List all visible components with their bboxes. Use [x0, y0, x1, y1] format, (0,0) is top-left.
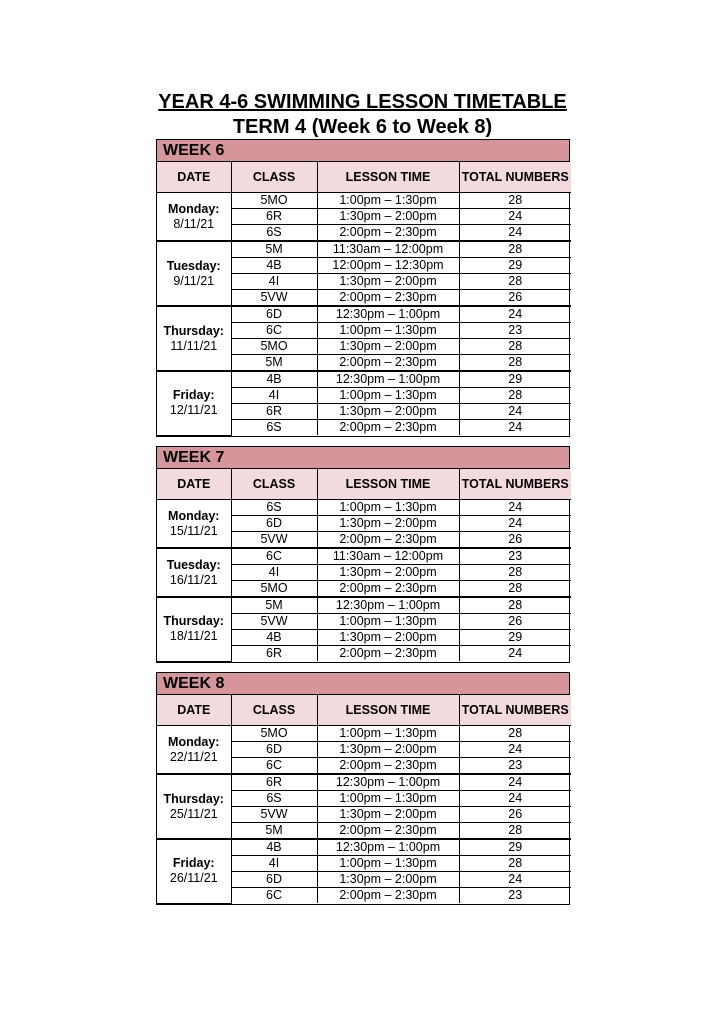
week-8-table: [156, 672, 570, 905]
lesson-time-cell: 2:00pm – 2:30pm: [317, 532, 459, 549]
lesson-time-cell: 1:00pm – 1:30pm: [317, 388, 459, 404]
lesson-time-cell: 1:00pm – 1:30pm: [317, 726, 459, 742]
table-row: [157, 241, 571, 258]
table-row: [157, 306, 571, 323]
header-row: [157, 695, 571, 726]
total-numbers-cell: 28: [459, 241, 571, 258]
lesson-table: [157, 695, 571, 904]
lesson-time-cell: 2:00pm – 2:30pm: [317, 646, 459, 662]
total-numbers-cell: 26: [459, 614, 571, 630]
class-cell: 6C: [231, 548, 317, 565]
class-cell: 5MO: [231, 339, 317, 355]
total-numbers-cell: 24: [459, 872, 571, 888]
week-7-table: [156, 446, 570, 663]
date-value: 11/11/21: [170, 338, 218, 353]
total-numbers-cell: 24: [459, 791, 571, 807]
day-label: Tuesday:: [166, 557, 221, 572]
lesson-time-cell: 1:00pm – 1:30pm: [317, 856, 459, 872]
total-numbers-cell: 28: [459, 193, 571, 209]
class-cell: 4I: [231, 274, 317, 290]
class-cell: 6D: [231, 516, 317, 532]
table-row: [157, 500, 571, 516]
lesson-time-cell: 2:00pm – 2:30pm: [317, 420, 459, 436]
lesson-time-cell: 2:00pm – 2:30pm: [317, 290, 459, 307]
lesson-time-cell: 2:00pm – 2:30pm: [317, 581, 459, 598]
total-numbers-cell: 24: [508, 646, 523, 660]
total-numbers-cell: 29: [459, 258, 571, 274]
date-value: 9/11/21: [173, 273, 215, 288]
day-label: Thursday:: [163, 323, 224, 338]
lesson-table: [157, 162, 571, 436]
lesson-time-cell: 1:00pm – 1:30pm: [317, 614, 459, 630]
day-label: Monday:: [168, 508, 220, 523]
total-numbers-cell: 28: [459, 355, 571, 372]
page-title: YEAR 4-6 SWIMMING LESSON TIMETABLE: [158, 91, 567, 113]
date-cell: [157, 241, 231, 306]
class-cell: 4B: [231, 839, 317, 856]
table-row: [157, 726, 571, 742]
class-cell: 6D: [231, 872, 317, 888]
total-numbers-cell: 24: [459, 404, 571, 420]
lesson-time-cell: 12:30pm – 1:00pm: [317, 774, 459, 791]
week-label: WEEK 8: [157, 673, 569, 695]
class-cell: 6S: [231, 500, 317, 516]
table-row: [157, 839, 571, 856]
date-value: 22/11/21: [169, 749, 218, 764]
day-label: Friday:: [172, 856, 215, 871]
class-cell: 6R: [231, 774, 317, 791]
date-value: 25/11/21: [169, 806, 218, 821]
total-numbers-cell: 26: [459, 807, 571, 823]
table-row: [157, 774, 571, 791]
class-cell: 6D: [231, 306, 317, 323]
lesson-time-cell: 1:30pm – 2:00pm: [317, 872, 459, 888]
date-cell: [157, 548, 231, 597]
date-value: 18/11/21: [169, 629, 218, 644]
lesson-time-cell: 12:30pm – 1:00pm: [317, 306, 459, 323]
class-cell: 6R: [231, 404, 317, 420]
class-cell: 4I: [231, 565, 317, 581]
class-cell: 5VW: [231, 807, 317, 823]
lesson-time-cell: 2:00pm – 2:30pm: [317, 758, 459, 775]
lesson-time-cell: 12:30pm – 1:00pm: [317, 839, 459, 856]
total-numbers-cell: 28: [459, 565, 571, 581]
lesson-time-cell: 1:30pm – 2:00pm: [317, 404, 459, 420]
class-cell: 6C: [231, 323, 317, 339]
total-numbers-cell: 29: [459, 630, 571, 646]
lesson-time-cell: 1:30pm – 2:00pm: [317, 565, 459, 581]
lesson-time-cell: 1:00pm – 1:30pm: [317, 791, 459, 807]
table-row: [157, 548, 571, 565]
total-numbers-cell: 28: [459, 856, 571, 872]
total-numbers-cell: 23: [459, 758, 571, 775]
class-cell: 6S: [231, 420, 317, 436]
table-row: [157, 371, 571, 388]
total-numbers-cell: 24: [459, 516, 571, 532]
header-row: [157, 469, 571, 500]
day-label: Thursday:: [163, 614, 224, 629]
day-label: Monday:: [168, 734, 220, 749]
date-cell: [157, 597, 231, 661]
total-numbers-cell: 23: [459, 548, 571, 565]
class-cell: 5M: [231, 241, 317, 258]
date-value: 15/11/21: [169, 523, 218, 538]
class-header: CLASS: [231, 162, 317, 193]
class-cell: 6D: [231, 742, 317, 758]
total-numbers-cell: 24: [459, 500, 571, 516]
lesson-table: [157, 469, 571, 662]
week-label: WEEK 7: [157, 447, 569, 469]
date-cell: [157, 193, 231, 242]
date-value: 12/11/21: [169, 403, 218, 418]
total-numbers-cell: 23: [508, 888, 523, 902]
total-numbers-cell: 23: [459, 323, 571, 339]
date-cell: [157, 306, 231, 371]
total-numbers-cell: 24: [508, 420, 523, 434]
class-cell: 4B: [231, 630, 317, 646]
lesson-time-cell: 1:30pm – 2:00pm: [317, 807, 459, 823]
date-value: 26/11/21: [169, 871, 218, 886]
table-row: [157, 193, 571, 209]
class-cell: 5VW: [231, 290, 317, 307]
lesson-time-cell: 12:00pm – 12:30pm: [317, 258, 459, 274]
class-cell: 6C: [231, 888, 317, 904]
total-numbers-cell: 28: [459, 823, 571, 840]
class-cell: 5MO: [231, 726, 317, 742]
total-numbers-header: TOTAL NUMBERS: [459, 695, 571, 726]
date-cell: [157, 726, 231, 775]
class-cell: 4I: [231, 856, 317, 872]
class-cell: 6R: [231, 646, 317, 662]
lesson-time-cell: 1:00pm – 1:30pm: [317, 323, 459, 339]
table-row: [157, 597, 571, 614]
lesson-time-header: LESSON TIME: [317, 695, 459, 726]
class-cell: 5VW: [231, 532, 317, 549]
date-cell: [157, 371, 231, 435]
date-cell: [157, 500, 231, 549]
class-header: CLASS: [231, 469, 317, 500]
class-cell: 6S: [231, 225, 317, 242]
lesson-time-cell: 12:30pm – 1:00pm: [317, 597, 459, 614]
total-numbers-cell: 26: [459, 532, 571, 549]
lesson-time-cell: 1:00pm – 1:30pm: [317, 193, 459, 209]
total-numbers-cell: 29: [459, 371, 571, 388]
class-cell: 5MO: [231, 193, 317, 209]
total-numbers-cell: 24: [459, 209, 571, 225]
lesson-time-cell: 1:30pm – 2:00pm: [317, 209, 459, 225]
week-6-table: [156, 139, 570, 437]
date-cell: [157, 839, 231, 903]
class-cell: 4I: [231, 388, 317, 404]
total-numbers-cell: 24: [459, 774, 571, 791]
class-cell: 4B: [231, 371, 317, 388]
total-numbers-cell: 24: [459, 742, 571, 758]
total-numbers-cell: 28: [459, 274, 571, 290]
lesson-time-cell: 1:30pm – 2:00pm: [317, 742, 459, 758]
lesson-time-cell: 11:30am – 12:00pm: [317, 548, 459, 565]
total-numbers-header: TOTAL NUMBERS: [459, 162, 571, 193]
date-header: DATE: [157, 469, 231, 500]
class-header: CLASS: [231, 695, 317, 726]
total-numbers-header: TOTAL NUMBERS: [459, 469, 571, 500]
header-row: [157, 162, 571, 193]
date-value: 16/11/21: [169, 572, 218, 587]
total-numbers-cell: 24: [459, 306, 571, 323]
lesson-time-cell: 1:30pm – 2:00pm: [317, 516, 459, 532]
class-cell: 5VW: [231, 614, 317, 630]
date-header: DATE: [157, 695, 231, 726]
total-numbers-cell: 28: [459, 581, 571, 598]
total-numbers-cell: 28: [459, 597, 571, 614]
week-label: WEEK 6: [157, 140, 569, 162]
total-numbers-cell: 28: [459, 339, 571, 355]
lesson-time-header: LESSON TIME: [317, 469, 459, 500]
lesson-time-cell: 2:00pm – 2:30pm: [317, 823, 459, 840]
class-cell: 6C: [231, 758, 317, 775]
class-cell: 5MO: [231, 581, 317, 598]
lesson-time-cell: 1:30pm – 2:00pm: [317, 274, 459, 290]
class-cell: 6S: [231, 791, 317, 807]
total-numbers-cell: 29: [459, 839, 571, 856]
lesson-time-cell: 11:30am – 12:00pm: [317, 241, 459, 258]
lesson-time-cell: 1:30pm – 2:00pm: [317, 339, 459, 355]
lesson-time-cell: 2:00pm – 2:30pm: [317, 888, 459, 904]
class-cell: 4B: [231, 258, 317, 274]
date-cell: [157, 774, 231, 839]
total-numbers-cell: 28: [459, 726, 571, 742]
lesson-time-cell: 1:00pm – 1:30pm: [317, 500, 459, 516]
class-cell: 5M: [231, 597, 317, 614]
day-label: Monday:: [168, 201, 220, 216]
total-numbers-cell: 24: [459, 225, 571, 242]
class-cell: 5M: [231, 823, 317, 840]
day-label: Friday:: [172, 388, 215, 403]
total-numbers-cell: 26: [459, 290, 571, 307]
lesson-time-cell: 2:00pm – 2:30pm: [317, 225, 459, 242]
page-subtitle: TERM 4 (Week 6 to Week 8): [232, 116, 493, 138]
lesson-time-cell: 1:30pm – 2:00pm: [317, 630, 459, 646]
lesson-time-header: LESSON TIME: [317, 162, 459, 193]
date-value: 8/11/21: [173, 216, 215, 231]
day-label: Tuesday:: [166, 258, 221, 273]
day-label: Thursday:: [163, 791, 224, 806]
class-cell: 5M: [231, 355, 317, 372]
lesson-time-cell: 12:30pm – 1:00pm: [317, 371, 459, 388]
date-header: DATE: [157, 162, 231, 193]
total-numbers-cell: 28: [459, 388, 571, 404]
class-cell: 6R: [231, 209, 317, 225]
lesson-time-cell: 2:00pm – 2:30pm: [317, 355, 459, 372]
